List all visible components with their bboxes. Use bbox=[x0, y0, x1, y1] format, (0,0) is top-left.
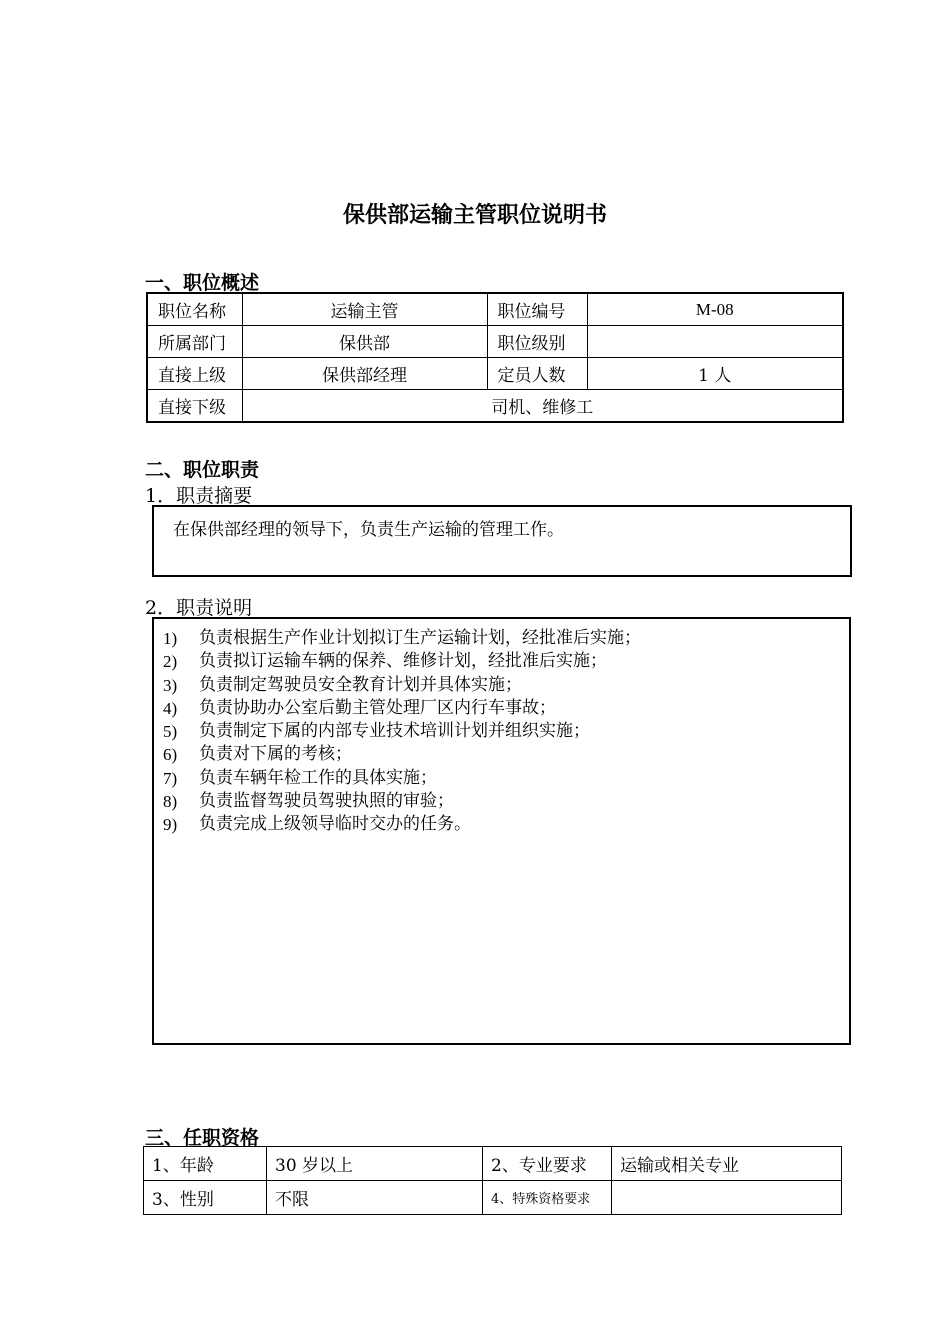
item-number: 6) bbox=[163, 745, 178, 765]
table-row bbox=[147, 390, 843, 423]
value-cell: 保供部 bbox=[242, 326, 487, 358]
section-heading-qualifications: 三、任职资格 bbox=[145, 1127, 260, 1149]
list-item bbox=[163, 767, 849, 790]
item-number: 1) bbox=[163, 629, 178, 648]
section-heading-duties: 二、职位职责 bbox=[145, 459, 260, 481]
document-title: 保供部运输主管职位说明书 bbox=[342, 203, 607, 228]
value-cell: 运输主管 bbox=[242, 293, 487, 326]
item-number: 3) bbox=[163, 675, 178, 695]
label-cell: 直接下级 bbox=[147, 390, 242, 423]
list-item bbox=[163, 720, 849, 743]
subheading-duty-details: 2．职责说明 bbox=[145, 597, 253, 619]
item-text: 负责协助办公室后勤主管处理厂区内行车事故； bbox=[199, 697, 556, 718]
list-item bbox=[163, 790, 849, 813]
value-cell: 司机、维修工 bbox=[242, 390, 843, 423]
label-cell: 定员人数 bbox=[487, 358, 587, 390]
subheading-summary: 1．职责摘要 bbox=[145, 485, 253, 507]
qualifications-table bbox=[143, 1146, 842, 1215]
item-text: 负责制定驾驶员安全教育计划并具体实施； bbox=[199, 674, 522, 695]
duty-details-box bbox=[152, 617, 851, 1045]
item-text: 负责完成上级领导临时交办的任务。 bbox=[199, 814, 471, 835]
value-cell: 运输或相关专业 bbox=[612, 1147, 842, 1181]
label-cell: 直接上级 bbox=[147, 358, 242, 390]
item-number: 9) bbox=[163, 815, 178, 835]
item-number: 4) bbox=[163, 698, 178, 718]
item-text: 负责拟订运输车辆的保养、维修计划，经批准后实施； bbox=[199, 651, 607, 672]
value-cell: 不限 bbox=[267, 1181, 483, 1215]
duty-list bbox=[163, 627, 849, 837]
table-row bbox=[147, 293, 843, 326]
table-row bbox=[147, 326, 843, 358]
item-number: 7) bbox=[163, 768, 178, 788]
duty-summary-box bbox=[152, 505, 852, 577]
item-text: 负责车辆年检工作的具体实施； bbox=[199, 767, 437, 788]
label-cell: 所属部门 bbox=[147, 326, 242, 358]
label-cell: 职位级别 bbox=[487, 326, 587, 358]
item-text: 负责制定下属的内部专业技术培训计划并组织实施； bbox=[199, 721, 590, 742]
label-cell: 3、性别 bbox=[144, 1181, 267, 1215]
item-number: 5) bbox=[163, 722, 178, 742]
list-item bbox=[163, 650, 849, 673]
label-cell: 1、年龄 bbox=[144, 1147, 267, 1181]
item-text: 负责对下属的考核； bbox=[199, 744, 352, 765]
item-text: 负责监督驾驶员驾驶执照的审验； bbox=[199, 791, 454, 812]
list-item bbox=[163, 743, 849, 766]
table-row bbox=[144, 1147, 842, 1181]
value-cell: 1 人 bbox=[587, 358, 843, 390]
item-number: 8) bbox=[163, 792, 178, 812]
value-cell: 30 岁以上 bbox=[267, 1147, 483, 1181]
table-row bbox=[144, 1181, 842, 1215]
label-cell: 4、特殊资格要求 bbox=[483, 1181, 612, 1215]
list-item bbox=[163, 674, 849, 697]
label-cell: 2、专业要求 bbox=[483, 1147, 612, 1181]
list-item bbox=[163, 813, 849, 836]
label-cell: 职位名称 bbox=[147, 293, 242, 326]
value-cell bbox=[612, 1181, 842, 1215]
list-item bbox=[163, 697, 849, 720]
value-cell bbox=[587, 326, 843, 358]
value-cell: 保供部经理 bbox=[242, 358, 487, 390]
list-item bbox=[163, 627, 849, 650]
item-text: 负责根据生产作业计划拟订生产运输计划，经批准后实施； bbox=[199, 628, 641, 648]
table-row bbox=[147, 358, 843, 390]
item-number: 2) bbox=[163, 652, 178, 672]
section-heading-overview: 一、职位概述 bbox=[145, 272, 260, 294]
value-cell: M-08 bbox=[587, 293, 843, 326]
summary-text: 在保供部经理的领导下，负责生产运输的管理工作。 bbox=[173, 520, 564, 540]
position-overview-table bbox=[146, 292, 844, 423]
label-cell: 职位编号 bbox=[487, 293, 587, 326]
